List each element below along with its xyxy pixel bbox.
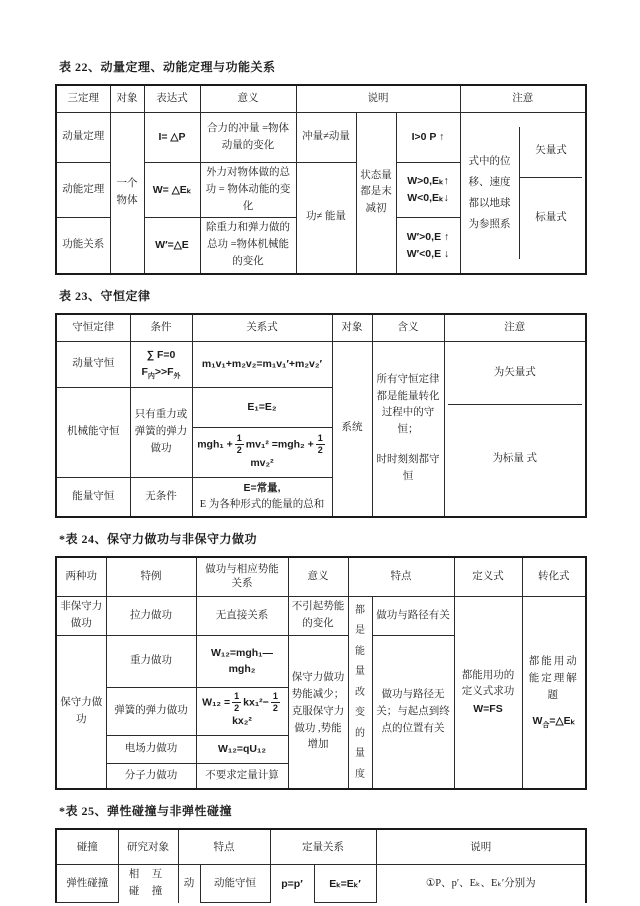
fraction-one-half: $\frac{1}{2}$ bbox=[234, 691, 240, 714]
t23-mechanical-condition: 只有重力或弹簧的弹力做功 bbox=[130, 387, 192, 477]
t23-energy-name: 能量守恒 bbox=[56, 478, 130, 517]
t22-attention-line1: 式中的位移、速度 bbox=[468, 155, 511, 188]
t24-spring-example: 弹簧的弹力做功 bbox=[106, 687, 196, 735]
t24-definition-line2: 定义式求功 bbox=[461, 686, 515, 698]
t24-definition-formula: W=FS bbox=[473, 703, 503, 716]
t23-header-object: 对象 bbox=[332, 314, 372, 342]
t22-momentum-name: 动量定理 bbox=[56, 113, 110, 163]
t24-transform-cell bbox=[522, 597, 586, 790]
t25-header-collision: 碰撞 bbox=[56, 829, 118, 865]
t24-definition-cell bbox=[454, 597, 522, 790]
t24-c-meaning bbox=[288, 635, 348, 789]
t22-attention-cell bbox=[460, 113, 586, 274]
t24-c-meaning-p2: 克服保守力做功 ,势能增加 bbox=[291, 705, 345, 751]
t23-scalar-label: 为标量 式 bbox=[492, 452, 538, 464]
t22-work-note: 功≠ 能量 bbox=[296, 163, 356, 274]
fraction-one-half: $\frac{1}{2}$ bbox=[272, 691, 278, 714]
t22-header-theorem: 三定理 bbox=[56, 85, 110, 113]
t23-energy-formula-line2: E 为各种形式的能量的总和 bbox=[199, 498, 325, 510]
t24-nc-feature: 做功与路径有关 bbox=[372, 597, 454, 636]
t23-energy-condition: 无条件 bbox=[130, 478, 192, 517]
t23-meaning-p1: 所有守恒定律都是能量转化过程中的守恒； bbox=[376, 373, 440, 436]
t25-elastic-feature-b: 动能守恒 bbox=[200, 865, 270, 903]
t24-nc-meaning: 不引起势能的变化 bbox=[288, 597, 348, 636]
t22-attention-text bbox=[464, 127, 521, 259]
t22-momentum-detail: I>0 P ↑ bbox=[396, 113, 460, 163]
t22-workenergy-detail bbox=[396, 218, 460, 274]
t22-kinetic-detail bbox=[396, 163, 460, 218]
t22-workenergy-detail-line2: W′<0,E ↓ bbox=[406, 247, 450, 260]
t25-elastic-note: ①P、p′、Eₖ、Eₖ′分别为 bbox=[376, 865, 586, 903]
t23-header-law: 守恒定律 bbox=[56, 314, 130, 342]
t23-momentum-formula: m₁v₁+m₂v₂=m₁v₁′+m₂v₂′ bbox=[192, 341, 332, 387]
t24-row-nonconservative bbox=[56, 597, 586, 636]
t24-header-meaning: 意义 bbox=[288, 557, 348, 597]
t22-kinetic-detail-line1: W>0,Eₖ↑ bbox=[407, 175, 449, 188]
t22-kinetic-expression: W= △Eₖ bbox=[144, 163, 200, 218]
t23-attention-cell bbox=[444, 341, 586, 517]
table23-title: 表 23、守恒定律 bbox=[59, 288, 151, 303]
table24-title: *表 24、保守力做功与非保守力做功 bbox=[59, 531, 258, 546]
t22-momentum-expression: I= △P bbox=[144, 113, 200, 163]
t23-object-cell: 系统 bbox=[332, 341, 372, 517]
t25-elastic-feature-a: 动 bbox=[178, 865, 200, 903]
t23-header-attention: 注意 bbox=[444, 314, 586, 342]
t24-header-examples: 特例 bbox=[106, 557, 196, 597]
t24-c-name: 保守力做功 bbox=[56, 635, 106, 789]
t22-workenergy-detail-line1: W′>0,E ↑ bbox=[406, 230, 450, 243]
table22-title: 表 22、动量定理、动能定理与功能关系 bbox=[59, 60, 276, 74]
t22-attention-line2: 都以地球为参照系 bbox=[468, 197, 511, 230]
t23-momentum-condition bbox=[130, 341, 192, 387]
t24-vertical-note-text: 都是能量改变的量度 bbox=[355, 604, 365, 780]
t24-electric-formula: W₁₂=qU₁₂ bbox=[196, 735, 288, 763]
fraction-one-half: $\frac{1}{2}$ bbox=[317, 432, 323, 455]
t22-workenergy-expression: W′=△E bbox=[144, 218, 200, 274]
t24-vertical-note bbox=[348, 597, 372, 790]
t25-elastic-object: 相 互 碰 撞 bbox=[118, 865, 178, 903]
t22-attention-wrap bbox=[464, 127, 583, 259]
t22-kinetic-name: 动能定理 bbox=[56, 163, 110, 218]
t24-c-feature: 做功与路径无关；与起点到终点的位置有关 bbox=[372, 635, 454, 789]
t23-momentum-cond-line1: ∑ F=0 bbox=[146, 348, 176, 361]
t24-header-worktypes: 两种功 bbox=[56, 557, 106, 597]
t25-header-object: 研究对象 bbox=[118, 829, 178, 865]
t22-header-meaning: 意义 bbox=[200, 85, 296, 113]
t25-row-elastic bbox=[56, 865, 586, 903]
t23-mechanical-formula1: E₁=E₂ bbox=[192, 387, 332, 427]
t23-row-momentum bbox=[56, 341, 586, 387]
t23-momentum-name: 动量守恒 bbox=[56, 341, 130, 387]
table22 bbox=[55, 84, 587, 275]
t23-momentum-cond-line2: $F_内>>F_外$ bbox=[141, 365, 181, 380]
t22-header-object: 对象 bbox=[110, 85, 144, 113]
t25-header-features: 特点 bbox=[178, 829, 270, 865]
t23-mechanical-formula2: mgh₁ + $\frac{1}{2}$ mv₁² =mgh₂ + $\frac{1}{2}$ mv₂² bbox=[192, 428, 332, 478]
t23-energy-formula bbox=[192, 478, 332, 517]
t24-header-transform: 转化式 bbox=[522, 557, 586, 597]
t23-meaning-p2: 时时刻刻都守恒 bbox=[376, 454, 440, 482]
t22-header-expression: 表达式 bbox=[144, 85, 200, 113]
t25-header-quantitative: 定量关系 bbox=[270, 829, 376, 865]
t23-header-meaning: 含义 bbox=[372, 314, 444, 342]
t22-momentum-meaning: 合力的冲量 =物体动量的变化 bbox=[200, 113, 296, 163]
t22-state-note: 状态量都是末减初 bbox=[356, 113, 396, 274]
t24-molecular-formula: 不要求定量计算 bbox=[196, 763, 288, 789]
t22-kinetic-meaning: 外力对物体做的总功 = 物体动能的变化 bbox=[200, 163, 296, 218]
t22-vector-label: 矢量式 bbox=[520, 127, 582, 178]
t23-meaning-cell bbox=[372, 341, 444, 517]
t24-header-definition: 定义式 bbox=[454, 557, 522, 597]
t22-workenergy-name: 功能关系 bbox=[56, 218, 110, 274]
table23 bbox=[55, 313, 587, 518]
table25-title: *表 25、弹性碰撞与非弹性碰撞 bbox=[59, 804, 233, 819]
t24-gravity-formula: W₁₂=mgh₁— mgh₂ bbox=[196, 635, 288, 687]
t24-nc-name: 非保守力做功 bbox=[56, 597, 106, 636]
t25-elastic-name: 弹性碰撞 bbox=[56, 865, 118, 903]
table25 bbox=[55, 828, 587, 903]
t24-header-relation-line2: 关系 bbox=[231, 578, 253, 590]
t24-definition-line1: 都能用功的 bbox=[461, 669, 515, 681]
t22-workenergy-meaning: 除重力和弹力做的总功 =物体机械能的变化 bbox=[200, 218, 296, 274]
t24-c-meaning-p1: 保守力做功势能减少； bbox=[291, 672, 345, 700]
t22-header-attention: 注意 bbox=[460, 85, 586, 113]
t25-header-note: 说明 bbox=[376, 829, 586, 865]
t25-elastic-q2: Eₖ=Eₖ′ bbox=[314, 865, 376, 903]
t25-elastic-q1: p=p′ bbox=[270, 865, 314, 903]
t24-molecular-example: 分子力做功 bbox=[106, 763, 196, 789]
t22-header-explanation: 说明 bbox=[296, 85, 460, 113]
t24-transform-line1: 都能用动能定理解题 bbox=[528, 656, 579, 702]
t23-vector-label: 为矢量式 bbox=[448, 344, 583, 405]
t22-kinetic-detail-line2: W<0,Eₖ↓ bbox=[407, 192, 449, 205]
t24-header-relation-line1: 做功与相应势能 bbox=[205, 564, 279, 576]
t24-nc-relation: 无直接关系 bbox=[196, 597, 288, 636]
t23-header-relation: 关系式 bbox=[192, 314, 332, 342]
t22-momentum-note: 冲量≠动量 bbox=[296, 113, 356, 163]
t23-attention-wrap bbox=[448, 344, 583, 514]
t22-attention-kind bbox=[520, 127, 582, 259]
t24-transform-formula: $W_合=\triangle E_k$ bbox=[532, 714, 576, 729]
t23-energy-formula-line1: E=常量, bbox=[243, 482, 281, 495]
fraction-one-half: $\frac{1}{2}$ bbox=[236, 432, 242, 455]
table24 bbox=[55, 556, 587, 791]
t23-header-condition: 条件 bbox=[130, 314, 192, 342]
t22-scalar-label: 标量式 bbox=[535, 211, 567, 223]
t24-header-features: 特点 bbox=[348, 557, 454, 597]
t22-row-momentum bbox=[56, 113, 586, 163]
t24-header-relation bbox=[196, 557, 288, 597]
t24-spring-formula: W₁₂ = $\frac{1}{2}$ kx₁²− $\frac{1}{2}$ kx₂² bbox=[196, 687, 288, 735]
t24-gravity-example: 重力做功 bbox=[106, 635, 196, 687]
t22-object-cell: 一个物体 bbox=[110, 113, 144, 274]
t23-mechanical-name: 机械能守恒 bbox=[56, 387, 130, 477]
t24-electric-example: 电场力做功 bbox=[106, 735, 196, 763]
t24-nc-example: 拉力做功 bbox=[106, 597, 196, 636]
